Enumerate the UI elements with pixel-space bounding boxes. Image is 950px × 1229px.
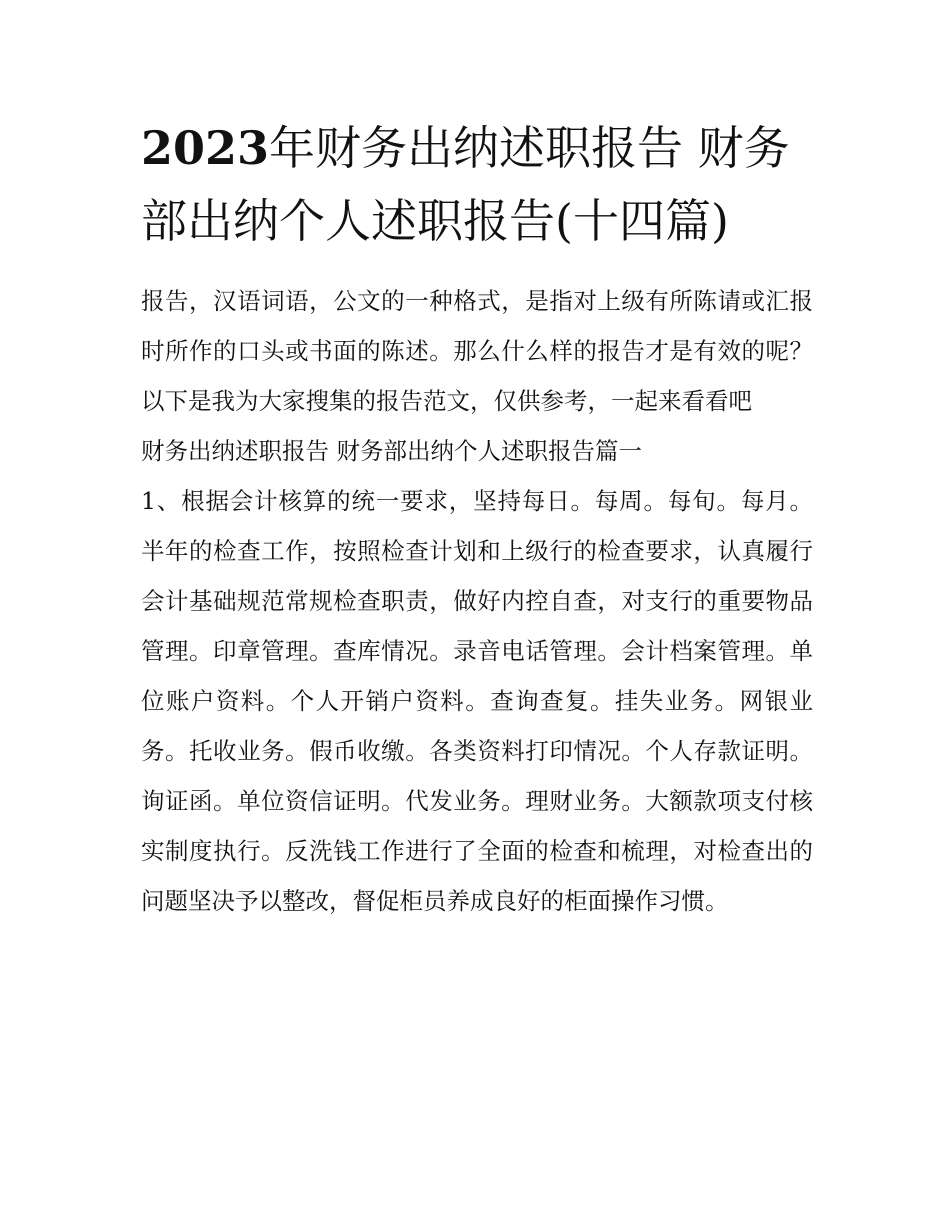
intro-paragraph: 报告，汉语词语，公文的一种格式，是指对上级有所陈请或汇报时所作的口头或书面的陈述。那么什么样的报告才是有效的呢？以下是我为大家搜集的报告范文，仅供参考，一起来看看吧 (141, 287, 813, 415)
body-paragraph: 1、根据会计核算的统一要求，坚持每日。每周。每旬。每月。半年的检查工作，按照检查计划和上级行的检查要求，认真履行会计基础规范常规检查职责，做好内控自查，对支行的重要物品管理。印章管理。查库情况。录音电话管理。会计档案管理。单位账户资料。个人开销户资料。查询查复。挂失业务。网银业务。托收业务。假币收缴。各类资料打印情况。个人存款证明。询证函。单位资信证明。代发业务。理财业务。大额款项支付核实制度执行。反洗钱工作进行了全面的检查和梳理，对检查出的问题坚决予以整改，督促柜员养成良好的柜面操作习惯。 (141, 487, 813, 915)
document-content (141, 112, 813, 926)
title-year: 2023 (141, 121, 270, 175)
document-title (141, 112, 813, 258)
section-heading: 财务出纳述职报告 财务部出纳个人述职报告篇一 (141, 437, 642, 465)
title-text: 年财务出纳述职报告 财务部出纳个人述职报告(十四篇) (141, 121, 790, 248)
